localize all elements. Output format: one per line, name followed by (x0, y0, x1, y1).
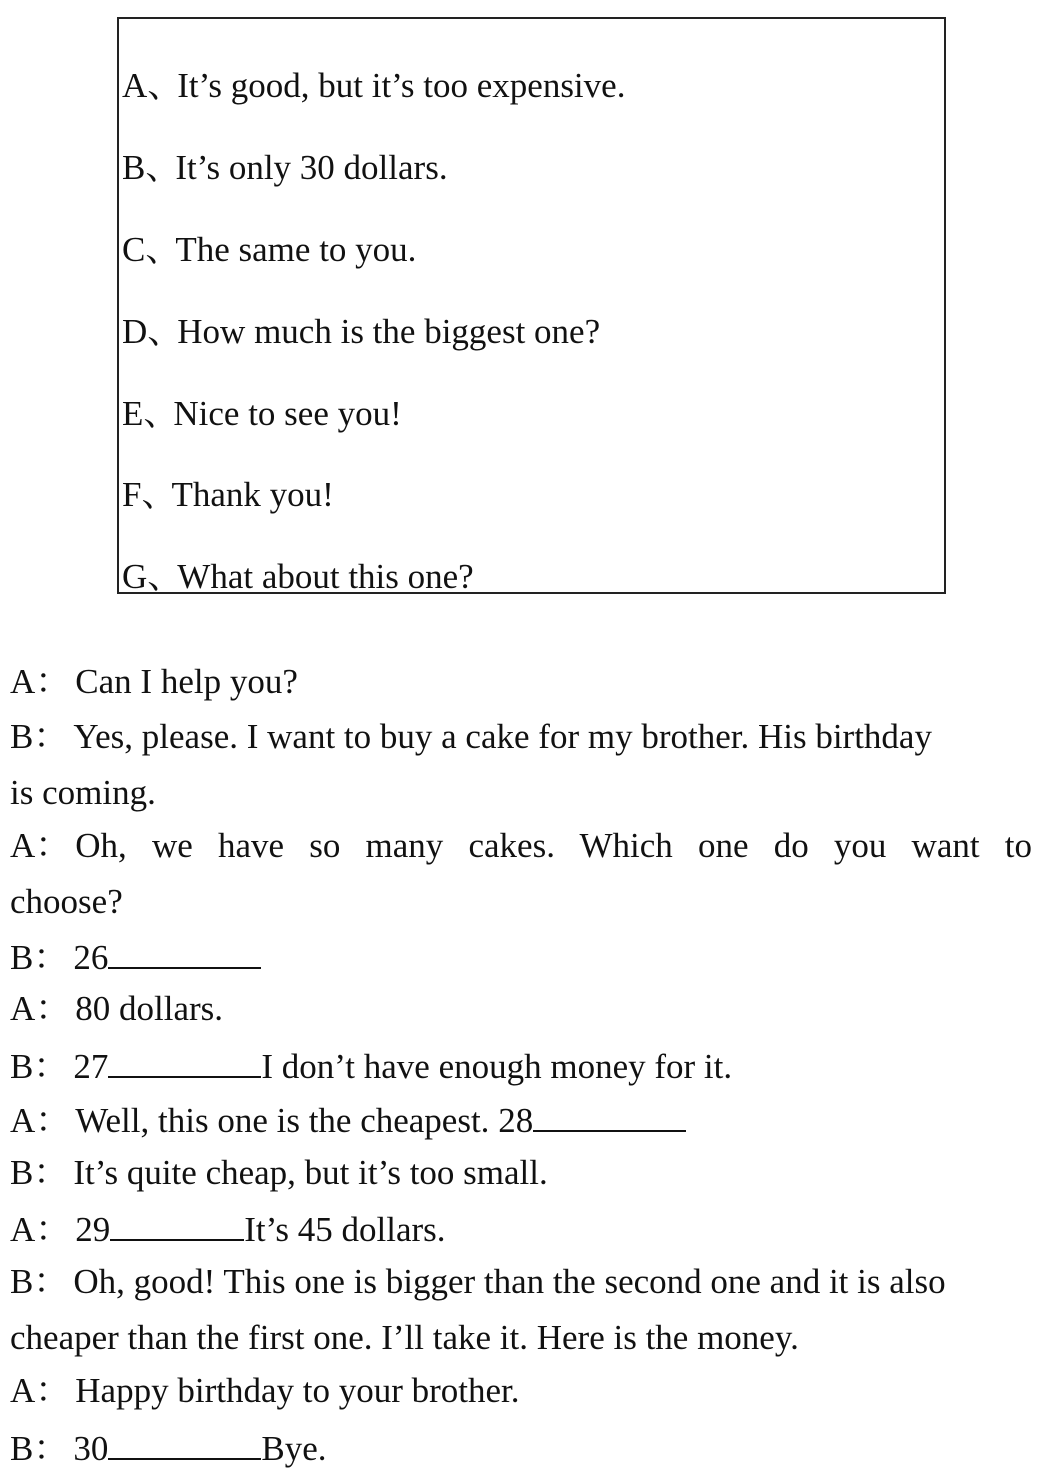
line-text: 80 dollars. (75, 989, 224, 1028)
option-text: How much is the biggest one? (177, 312, 601, 351)
dialogue-line-1 (10, 662, 1032, 702)
line-text: choose? (10, 882, 123, 921)
speaker-colon: ： (35, 1101, 71, 1140)
speaker-label: B (10, 1262, 34, 1301)
option-letter: D (122, 312, 148, 351)
answer-blank[interactable] (110, 1207, 244, 1241)
option-text: Nice to see you! (173, 394, 402, 433)
option-letter: G (122, 557, 148, 596)
dialogue-line-10 (10, 1262, 1032, 1302)
option-separator: 、 (141, 475, 177, 514)
line-text: Oh, good! This one is bigger than the second one and it is also (73, 1262, 946, 1301)
line-text: is coming. (10, 773, 156, 812)
dialogue-line-4 (10, 935, 1032, 978)
option-separator: 、 (143, 394, 179, 433)
line-text: I don’t have enough money for it. (261, 1047, 733, 1086)
options-box (117, 17, 946, 594)
option-d (122, 312, 600, 352)
question-number: 28 (498, 1101, 534, 1140)
speaker-label: B (10, 1429, 34, 1468)
speaker-label: A (10, 1101, 36, 1140)
option-text: Thank you! (171, 475, 334, 514)
option-e (122, 394, 402, 434)
speaker-colon: ： (33, 1429, 69, 1468)
speaker-colon: ： (33, 938, 69, 977)
line-text: cheaper than the first one. I’ll take it. Here is the money. (10, 1318, 799, 1357)
speaker-colon: ： (33, 1047, 69, 1086)
speaker-label: A (10, 826, 36, 865)
speaker-colon: ： (35, 989, 71, 1028)
answer-blank[interactable] (533, 1098, 686, 1132)
speaker-colon: ： (33, 1153, 69, 1192)
question-number: 30 (73, 1429, 109, 1468)
dialogue-line-3-continued (10, 882, 1032, 922)
dialogue-line-3 (10, 826, 1032, 866)
option-separator: 、 (147, 66, 183, 105)
option-text: It’s good, but it’s too expensive. (177, 66, 626, 105)
line-text: Oh, we have so many cakes. Which one do you want to (75, 826, 1032, 865)
dialogue-line-7 (10, 1098, 1032, 1141)
dialogue-line-12 (10, 1426, 1032, 1469)
question-number: 27 (73, 1047, 109, 1086)
speaker-label: A (10, 662, 36, 701)
speaker-label: A (10, 989, 36, 1028)
speaker-colon: ： (35, 826, 71, 865)
option-a (122, 66, 625, 106)
option-letter: F (122, 475, 142, 514)
question-number: 29 (75, 1210, 111, 1249)
option-letter: C (122, 230, 146, 269)
option-letter: E (122, 394, 144, 433)
dialogue-line-10-continued (10, 1318, 1032, 1358)
speaker-label: B (10, 938, 34, 977)
option-letter: B (122, 148, 146, 187)
option-separator: 、 (147, 557, 183, 596)
option-separator: 、 (145, 230, 181, 269)
dialogue-line-2-continued (10, 773, 1032, 813)
speaker-label: B (10, 717, 34, 756)
line-text: Well, this one is the cheapest. (75, 1101, 499, 1140)
speaker-colon: ： (35, 1371, 71, 1410)
option-b (122, 148, 448, 188)
option-text: The same to you. (175, 230, 417, 269)
dialogue-line-8 (10, 1153, 1032, 1193)
speaker-label: A (10, 1371, 36, 1410)
dialogue-line-11 (10, 1371, 1032, 1411)
speaker-colon: ： (35, 662, 71, 701)
answer-blank[interactable] (108, 935, 261, 969)
dialogue-line-2 (10, 717, 1032, 757)
option-text: It’s only 30 dollars. (175, 148, 448, 187)
answer-blank[interactable] (108, 1426, 261, 1460)
option-text: What about this one? (177, 557, 474, 596)
option-separator: 、 (147, 312, 183, 351)
dialogue-line-9 (10, 1207, 1032, 1250)
speaker-label: B (10, 1047, 34, 1086)
speaker-label: B (10, 1153, 34, 1192)
answer-blank[interactable] (108, 1044, 261, 1078)
speaker-colon: ： (33, 717, 69, 756)
line-text: Happy birthday to your brother. (75, 1371, 520, 1410)
line-text: It’s 45 dollars. (244, 1210, 446, 1249)
option-separator: 、 (145, 148, 181, 187)
option-letter: A (122, 66, 148, 105)
option-c (122, 230, 416, 270)
option-f (122, 475, 334, 515)
option-g (122, 557, 474, 597)
dialogue-line-5 (10, 989, 1032, 1029)
line-text: It’s quite cheap, but it’s too small. (73, 1153, 548, 1192)
dialogue-line-6 (10, 1044, 1032, 1087)
line-text: Yes, please. I want to buy a cake for my brother. His birthday (73, 717, 932, 756)
speaker-label: A (10, 1210, 36, 1249)
speaker-colon: ： (35, 1210, 71, 1249)
line-text: Bye. (261, 1429, 327, 1468)
speaker-colon: ： (33, 1262, 69, 1301)
line-text: Can I help you? (75, 662, 298, 701)
question-number: 26 (73, 938, 109, 977)
